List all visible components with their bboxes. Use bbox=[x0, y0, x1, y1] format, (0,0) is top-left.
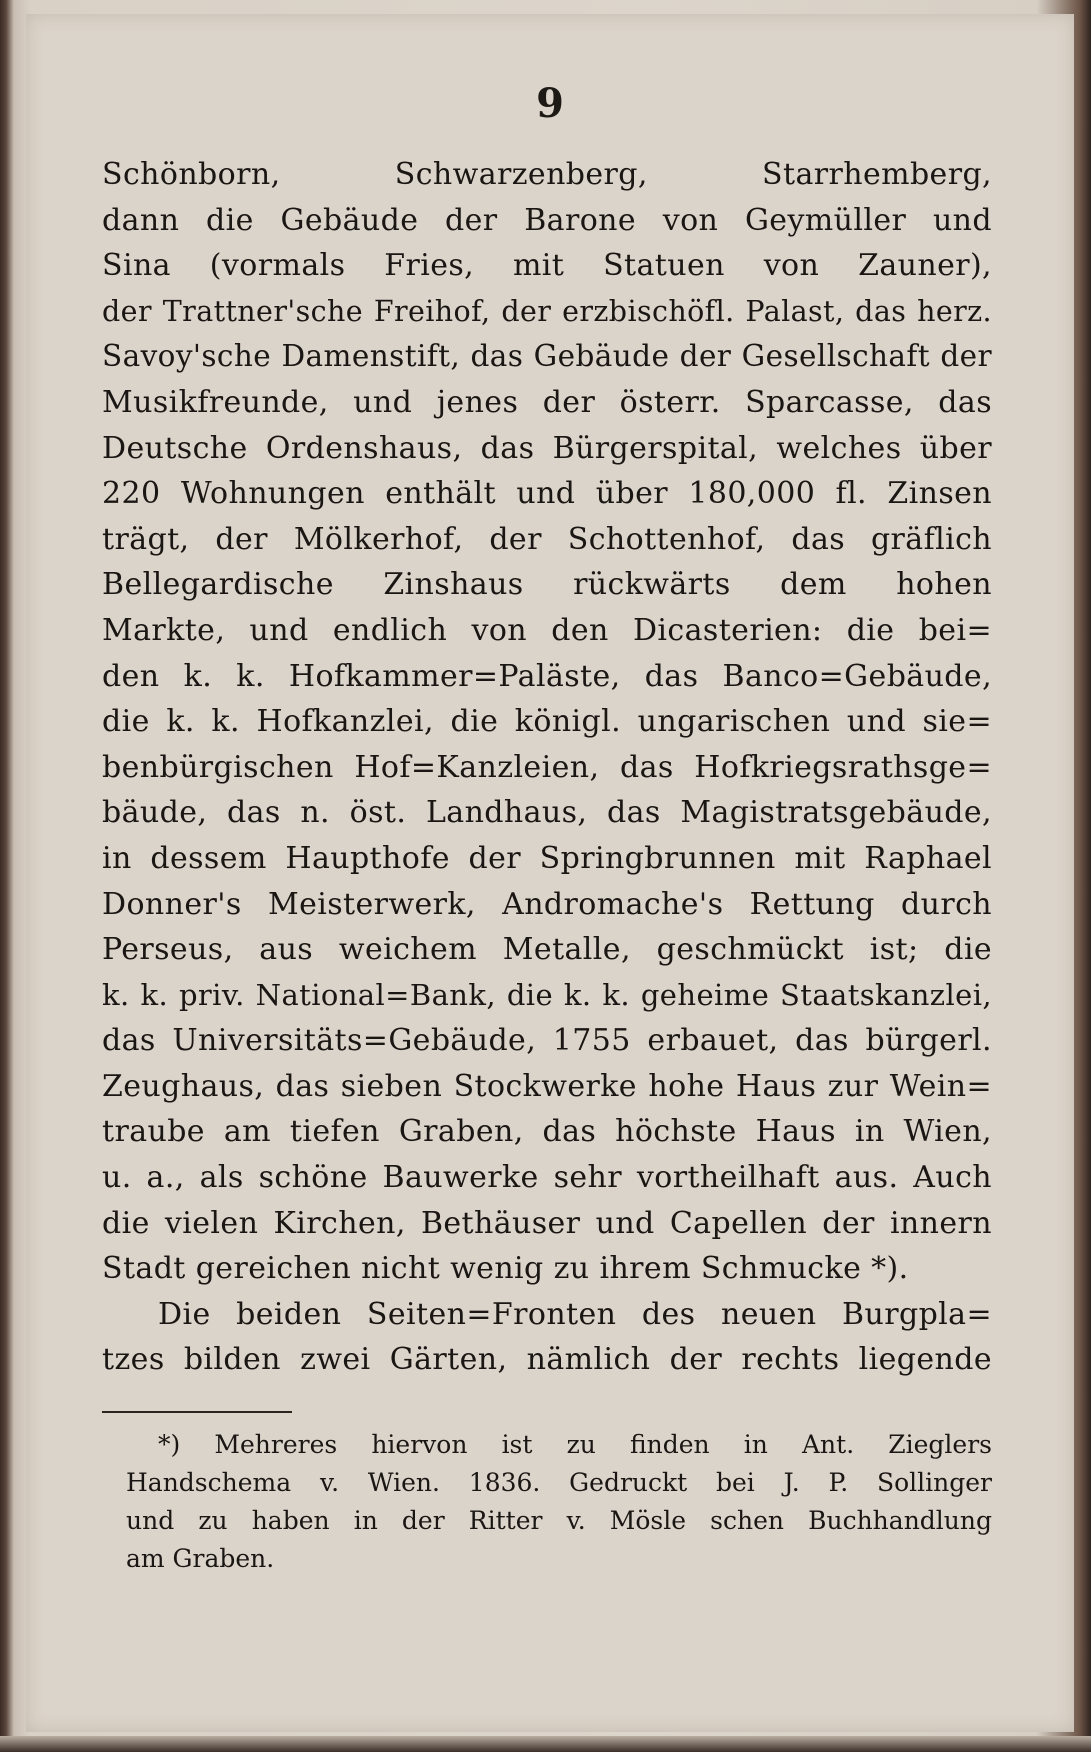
footnote bbox=[126, 1426, 992, 1578]
footnote-line: am Graben. bbox=[126, 1544, 275, 1573]
text-line: Schönborn, Schwarzenberg, Starrhemberg, bbox=[102, 157, 992, 192]
text-line: u. a., als schöne Bauwerke sehr vortheilhaft aus. Auch bbox=[102, 1160, 992, 1196]
text-line: die k. k. Hofkanzlei, die königl. ungarischen und sie= bbox=[102, 704, 992, 740]
book-page bbox=[26, 14, 1074, 1732]
paragraph-start-line: Die beiden Seiten=Fronten des neuen Burgpla= bbox=[158, 1296, 992, 1332]
text-line: die vielen Kirchen, Bethäuser und Capellen der innern bbox=[102, 1205, 992, 1241]
text-line: das Universitäts=Gebäude, 1755 erbauet, das bürgerl. bbox=[102, 1023, 992, 1059]
text-line: k. k. priv. National=Bank, die k. k. geheime Staatskanzlei, bbox=[102, 977, 992, 1012]
text-line: trägt, der Mölkerhof, der Schottenhof, das gräflich bbox=[102, 521, 992, 557]
text-line: der Trattner'sche Freihof, der erzbischöfl. Palast, das herz. bbox=[102, 294, 992, 328]
text-line: traube am tiefen Graben, das höchste Haus in Wien, bbox=[102, 1114, 992, 1150]
text-line: Bellegardische Zinshaus rückwärts dem hohen bbox=[102, 567, 992, 603]
text-line: Stadt gereichen nicht wenig zu ihrem Schmucke *). bbox=[102, 1251, 909, 1287]
book-bottom-edge bbox=[0, 1736, 1091, 1752]
footnote-divider bbox=[102, 1411, 292, 1413]
text-line: Deutsche Ordenshaus, das Bürgerspital, welches über bbox=[102, 430, 992, 466]
text-line: Markte, und endlich von den Dicasterien: die bei= bbox=[102, 612, 992, 648]
main-text bbox=[102, 152, 992, 1383]
text-line: bäude, das n. öst. Landhaus, das Magistratsgebäude, bbox=[102, 795, 992, 831]
text-line: in dessem Haupthofe der Springbrunnen mit Raphael bbox=[102, 840, 992, 876]
text-line: dann die Gebäude der Barone von Geymüller und bbox=[102, 202, 992, 238]
text-line: tzes bilden zwei Gärten, nämlich der rechts liegende bbox=[102, 1342, 992, 1378]
text-line: benbürgischen Hof=Kanzleien, das Hofkriegsrathsge= bbox=[102, 749, 992, 785]
footnote-line: und zu haben in der Ritter v. Mösle schen Buchhandlung bbox=[126, 1506, 992, 1535]
text-line: Savoy'sche Damenstift, das Gebäude der Gesellschaft der bbox=[102, 339, 992, 374]
text-line: Sina (vormals Fries, mit Statuen von Zauner), bbox=[102, 248, 992, 284]
page-number: 9 bbox=[536, 80, 564, 127]
text-line: Musikfreunde, und jenes der österr. Sparcasse, das bbox=[102, 384, 992, 420]
text-line: den k. k. Hofkammer=Paläste, das Banco=Gebäude, bbox=[102, 658, 992, 694]
text-line: Donner's Meisterwerk, Andromache's Rettung durch bbox=[102, 886, 992, 922]
text-line: Zeughaus, das sieben Stockwerke hohe Haus zur Wein= bbox=[102, 1068, 992, 1104]
text-line: 220 Wohnungen enthält und über 180,000 fl. Zinsen bbox=[102, 476, 992, 512]
text-line: Perseus, aus weichem Metalle, geschmückt ist; die bbox=[102, 932, 992, 968]
footnote-line: *) Mehreres hiervon ist zu finden in Ant. Zieglers bbox=[158, 1430, 992, 1459]
footnote-line: Handschema v. Wien. 1836. Gedruckt bei J. P. Sollinger bbox=[126, 1468, 992, 1497]
